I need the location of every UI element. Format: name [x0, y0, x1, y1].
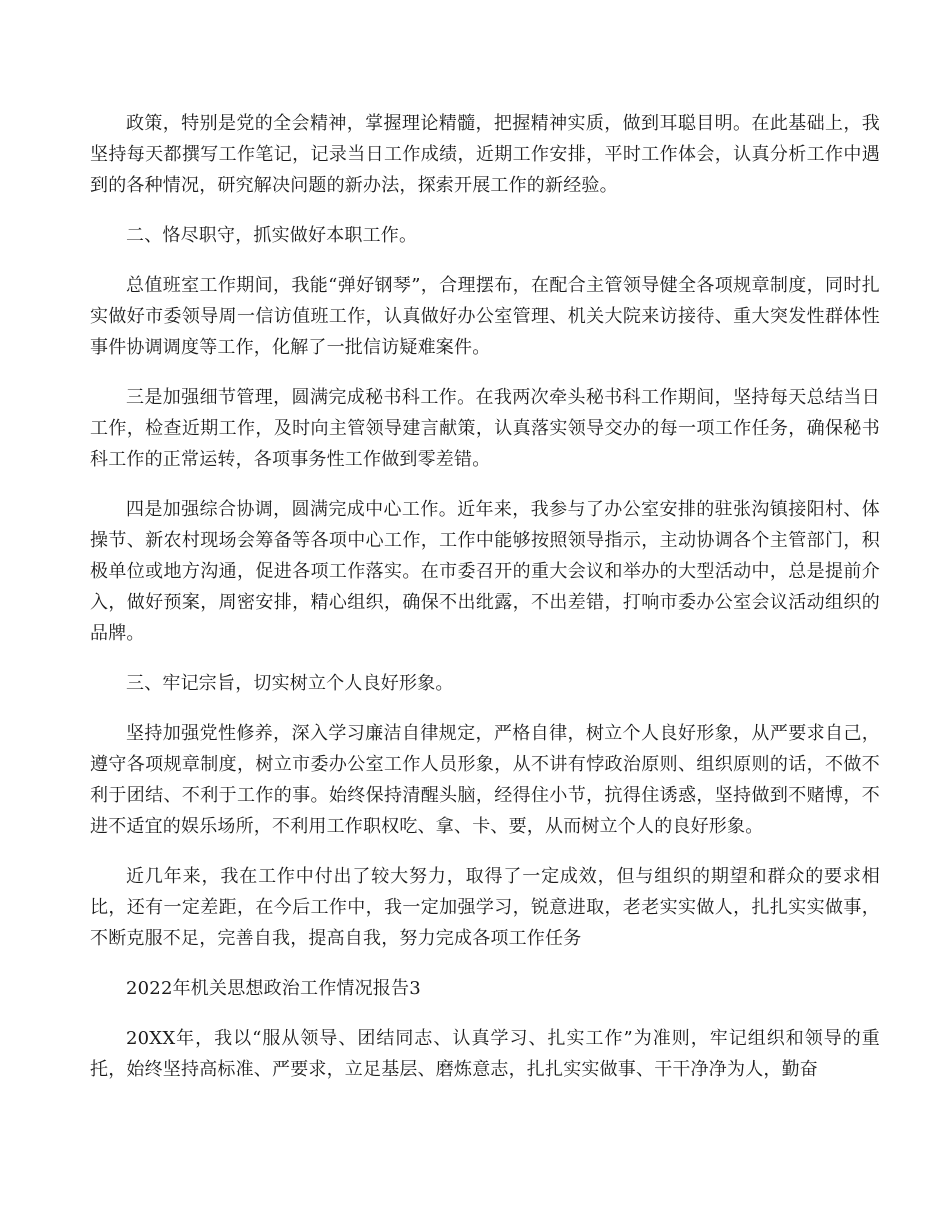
report-title: 2022年机关思想政治工作情况报告3 — [126, 978, 421, 999]
paragraph-2: 总值班室工作期间，我能“弹好钢琴”，合理摆布，在配合主管领导健全各项规章制度，同时扎实做好市委领导周一信访值班工作，认真做好办公室管理、机关大院来访接待、重大突发性群体性事件协调调度等工作，化解了一批信访疑难案件。 — [90, 275, 880, 358]
paragraph-3: 三是加强细节管理，圆满完成秘书科工作。在我两次牵头秘书科工作期间，坚持每天总结当日工作，检查近期工作，及时向主管领导建言献策，认真落实领导交办的每一项工作任务，确保秘书科工作的正常运转，各项事务性工作做到零差错。 — [90, 387, 880, 470]
paragraph-1: 政策，特别是党的全会精神，掌握理论精髓，把握精神实质，做到耳聪目明。在此基础上，我坚持每天都撰写工作笔记，记录当日工作成绩，近期工作安排，平时工作体会，认真分析工作中遇到的各种情况，研究解决问题的新办法，探索开展工作的新经验。 — [90, 113, 880, 196]
section-heading-2: 二、恪尽职守，抓实做好本职工作。 — [126, 225, 418, 246]
paragraph-7: 20XX年，我以“服从领导、团结同志、认真学习、扎实工作”为准则，牢记组织和领导的重托，始终坚持高标准、严要求，立足基层、磨炼意志，扎扎实实做事、干干净净为人，勤奋 — [90, 1028, 880, 1080]
paragraph-6: 近几年来，我在工作中付出了较大努力，取得了一定成效，但与组织的期望和群众的要求相比，还有一定差距，在今后工作中，我一定加强学习，锐意进取，老老实实做人，扎扎实实做事，不断克服不足，完善自我，提高自我，努力完成各项工作任务 — [90, 866, 880, 949]
section-heading-3: 三、牢记宗旨，切实树立个人良好形象。 — [126, 673, 454, 694]
paragraph-5: 坚持加强党性修养，深入学习廉洁自律规定，严格自律，树立个人良好形象，从严要求自己，遵守各项规章制度，树立市委办公室工作人员形象，从不讲有悖政治原则、组织原则的话，不做不利于团结、不利于工作的事。始终保持清醒头脑，经得住小节，抗得住诱惑，坚持做到不赌博，不进不适宜的娱乐场所，不利用工作职权吃、拿、卡、要，从而树立个人的良好形象。 — [90, 723, 880, 837]
paragraph-4: 四是加强综合协调，圆满完成中心工作。近年来，我参与了办公室安排的驻张沟镇接阳村、体操节、新农村现场会筹备等各项中心工作，工作中能够按照领导指示，主动协调各个主管部门，积极单位或地方沟通，促进各项工作落实。在市委召开的重大会议和举办的大型活动中，总是提前介入，做好预案，周密安排，精心组织，确保不出纰露，不出差错，打响市委办公室会议活动组织的品牌。 — [90, 499, 880, 644]
document-body — [90, 108, 880, 1104]
